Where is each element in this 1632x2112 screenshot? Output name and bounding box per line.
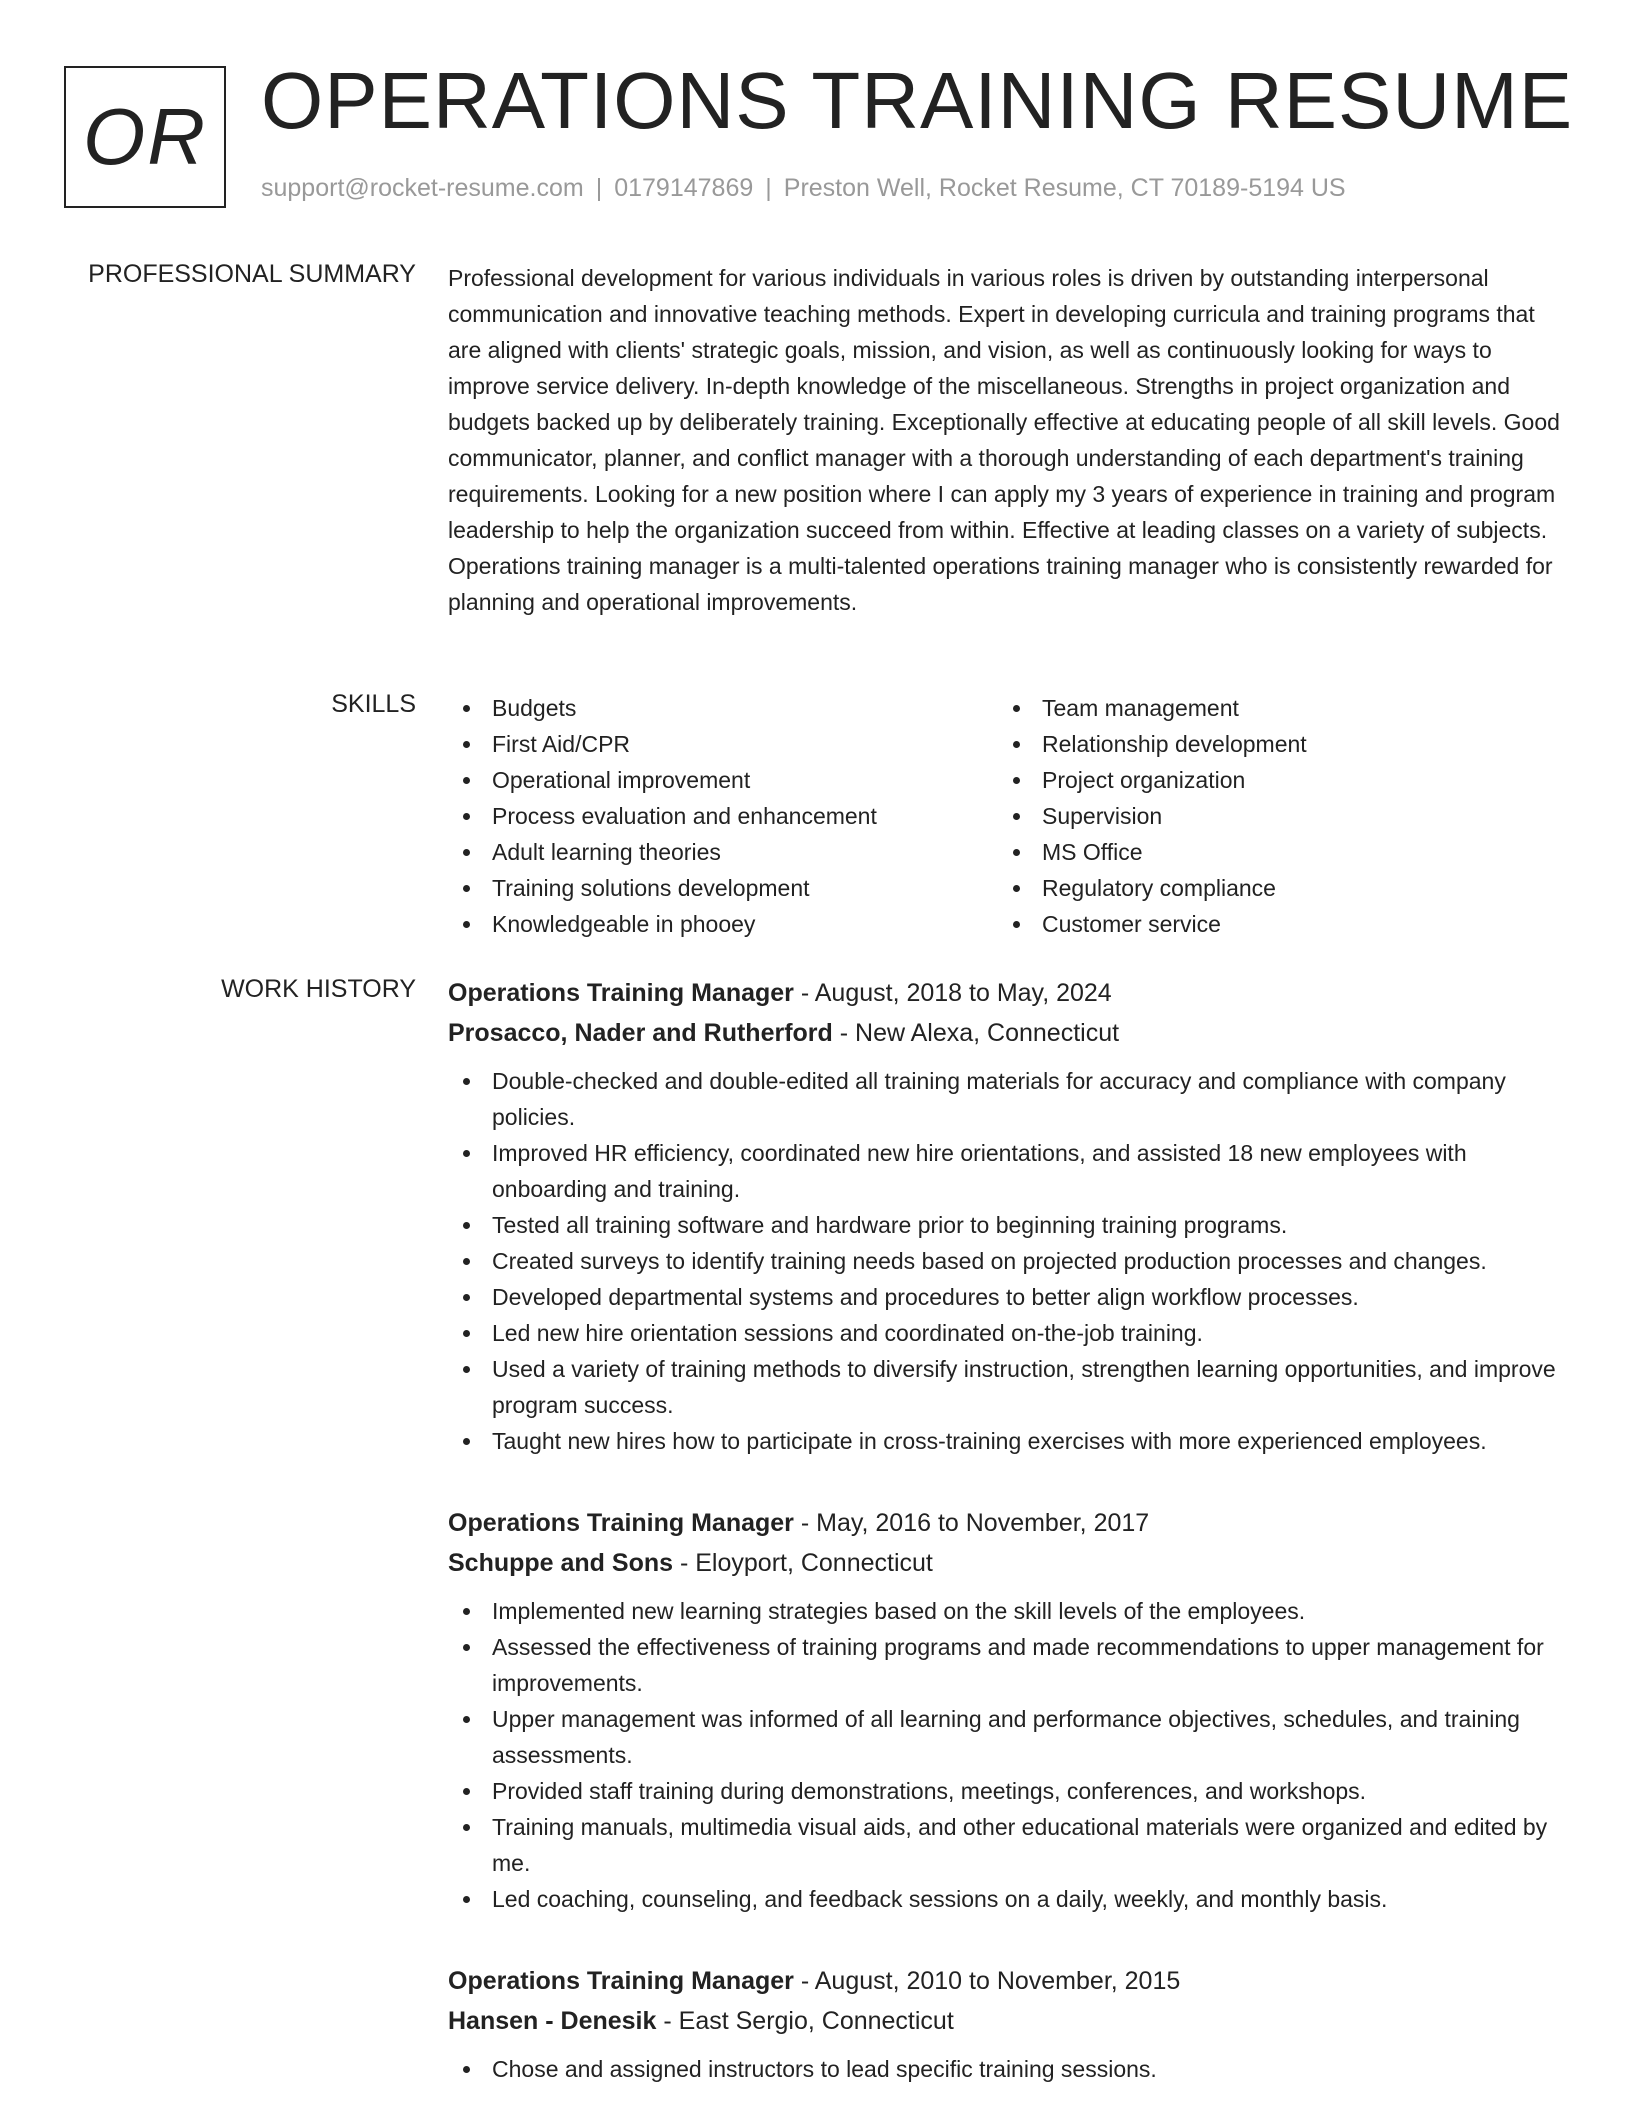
- contact-separator: |: [595, 174, 603, 202]
- monogram-logo: OR: [64, 66, 226, 208]
- skill-item: Relationship development: [998, 726, 1548, 762]
- job-title: Operations Training Manager: [448, 1509, 794, 1537]
- job-bullets: [448, 2051, 1572, 2087]
- job-entry: [448, 1961, 1572, 2087]
- job-bullet: Led new hire orientation sessions and coordinated on-the-job training.: [448, 1315, 1572, 1351]
- work-history-label: WORK HISTORY: [221, 975, 416, 1003]
- skill-item: MS Office: [998, 834, 1548, 870]
- skill-item: Project organization: [998, 762, 1548, 798]
- skill-item: Budgets: [448, 690, 998, 726]
- job-bullet: Taught new hires how to participate in cross-training exercises with more experienced employees.: [448, 1423, 1572, 1459]
- job-title: Operations Training Manager: [448, 979, 794, 1007]
- job-company-line: [448, 1543, 1572, 1583]
- job-bullet: Implemented new learning strategies based on the skill levels of the employees.: [448, 1593, 1572, 1629]
- job-bullet: Created surveys to identify training needs based on projected production processes and changes.: [448, 1243, 1572, 1279]
- resume-title: OPERATIONS TRAINING RESUME: [261, 56, 1574, 145]
- skills-column-right: [998, 690, 1548, 942]
- job-bullet: Upper management was informed of all learning and performance objectives, schedules, and training assessments.: [448, 1701, 1572, 1773]
- contact-email: support@rocket-resume.com: [261, 174, 584, 202]
- work-history-section: [448, 973, 1572, 2087]
- job-bullet: Tested all training software and hardware prior to beginning training programs.: [448, 1207, 1572, 1243]
- skill-item: Process evaluation and enhancement: [448, 798, 998, 834]
- job-entry: [448, 973, 1572, 1459]
- skills-grid: [448, 690, 1572, 942]
- job-title-line: [448, 973, 1572, 1013]
- job-title-line: [448, 1961, 1572, 2001]
- contact-address: Preston Well, Rocket Resume, CT 70189-5194 US: [783, 174, 1346, 202]
- job-dates: - August, 2018 to May, 2024: [793, 979, 1112, 1007]
- job-company-line: [448, 1013, 1572, 1053]
- job-bullet: Used a variety of training methods to diversify instruction, strengthen learning opportunities, and improve program success.: [448, 1351, 1572, 1423]
- skill-item: Knowledgeable in phooey: [448, 906, 998, 942]
- job-bullet: Double-checked and double-edited all training materials for accuracy and compliance with company policies.: [448, 1063, 1572, 1135]
- job-company-line: [448, 2001, 1572, 2041]
- job-title-line: [448, 1503, 1572, 1543]
- skill-item: Regulatory compliance: [998, 870, 1548, 906]
- skill-item: Training solutions development: [448, 870, 998, 906]
- job-bullet: Assessed the effectiveness of training programs and made recommendations to upper management for improvements.: [448, 1629, 1572, 1701]
- job-company: Prosacco, Nader and Rutherford: [448, 1019, 833, 1047]
- skill-item: First Aid/CPR: [448, 726, 998, 762]
- skill-item: Adult learning theories: [448, 834, 998, 870]
- job-dates: - August, 2010 to November, 2015: [793, 1967, 1181, 1995]
- job-title: Operations Training Manager: [448, 1967, 794, 1995]
- job-company: Hansen - Denesik: [448, 2007, 657, 2035]
- job-bullet: Developed departmental systems and procedures to better align workflow processes.: [448, 1279, 1572, 1315]
- contact-separator: |: [765, 174, 772, 202]
- job-location: - East Sergio, Connecticut: [656, 2007, 954, 2035]
- summary-label: PROFESSIONAL SUMMARY: [88, 260, 416, 288]
- job-location: - New Alexa, Connecticut: [832, 1019, 1120, 1047]
- contact-phone: 0179147869: [614, 174, 754, 202]
- job-bullet: Led coaching, counseling, and feedback sessions on a daily, weekly, and monthly basis.: [448, 1881, 1572, 1917]
- summary-section: [448, 260, 1572, 620]
- job-bullet: Chose and assigned instructors to lead specific training sessions.: [448, 2051, 1572, 2087]
- job-bullet: Improved HR efficiency, coordinated new hire orientations, and assisted 18 new employees with onboarding and training.: [448, 1135, 1572, 1207]
- skill-item: Customer service: [998, 906, 1548, 942]
- skills-label: SKILLS: [331, 690, 416, 718]
- contact-line: [261, 174, 1346, 203]
- job-bullet: Provided staff training during demonstrations, meetings, conferences, and workshops.: [448, 1773, 1572, 1809]
- job-bullets: [448, 1063, 1572, 1459]
- job-company: Schuppe and Sons: [448, 1549, 674, 1577]
- skill-item: Operational improvement: [448, 762, 998, 798]
- job-location: - Eloyport, Connecticut: [673, 1549, 933, 1577]
- skill-item: Team management: [998, 690, 1548, 726]
- skill-item: Supervision: [998, 798, 1548, 834]
- skills-column-left: [448, 690, 998, 942]
- skills-section: [448, 690, 1572, 942]
- job-dates: - May, 2016 to November, 2017: [793, 1509, 1150, 1537]
- job-bullet: Training manuals, multimedia visual aids, and other educational materials were organized and edited by me.: [448, 1809, 1572, 1881]
- job-entry: [448, 1503, 1572, 1917]
- summary-text: Professional development for various individuals in various roles is driven by outstanding interpersonal communication and innovative teaching methods. Expert in developing curricula and training programs that are aligned with clients' strategic goals, mission, and vision, as well as continuously looking for ways to improve service delivery. In-depth knowledge of the miscellaneous. Strengths in project organization and budgets backed up by deliberately training. Exceptionally effective at educating people of all skill levels. Good communicator, planner, and conflict manager with a thorough understanding of each department's training requirements. Looking for a new position where I can apply my 3 years of experience in training and program leadership to help the organization succeed from within. Effective at leading classes on a variety of subjects. Operations training manager is a multi-talented operations training manager who is consistently rewarded for planning and operational improvements.: [448, 265, 1560, 615]
- job-bullets: [448, 1593, 1572, 1917]
